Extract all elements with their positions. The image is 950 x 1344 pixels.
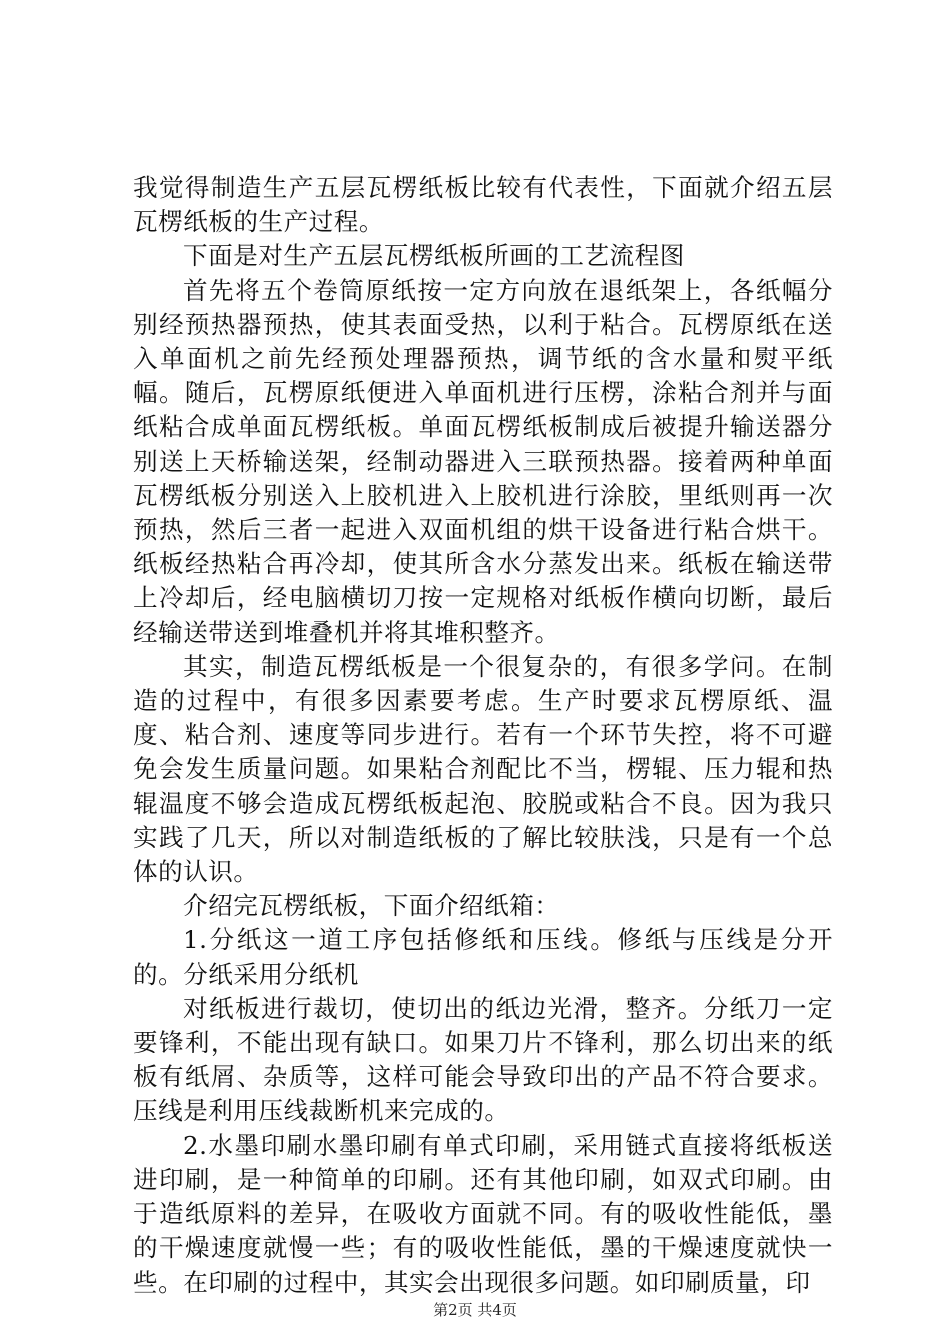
page-number-footer: 第2页 共4页 bbox=[433, 1301, 517, 1319]
paragraph-complexity: 其实，制造瓦楞纸板是一个很复杂的，有很多学问。在制造的过程中，有很多因素要考虑。生产时要求瓦楞原纸、温度、粘合剂、速度等同步进行。若有一个环节失控，将不可避免会发生质量问题。如果粘合剂配比不当，楞辊、压力辊和热辊温度不够会造成瓦楞纸板起泡、胶脱或粘合不良。因为我只实践了几天，所以对制造纸板的了解比较肤浅，只是有一个总体的认识。 bbox=[133, 651, 833, 887]
paragraph-intro: 我觉得制造生产五层瓦楞纸板比较有代表性，下面就介绍五层瓦楞纸板的生产过程。 bbox=[133, 173, 833, 237]
paragraph-step-2: 2.水墨印刷水墨印刷有单式印刷，采用链式直接将纸板送进印刷，是一种简单的印刷。还有其他印刷，如双式印刷。由于造纸原料的差异，在吸收方面就不同。有的吸收性能低，墨的干燥速度就慢一些；有的吸收性能低，墨的干燥速度就快一些。在印刷的过程中，其实会出现很多问题。如印刷质量，印 bbox=[133, 1130, 833, 1297]
body-text bbox=[133, 171, 833, 1300]
paragraph-cutting: 对纸板进行裁切，使切出的纸边光滑，整齐。分纸刀一定要锋利，不能出现有缺口。如果刀片不锋利，那么切出来的纸板有纸屑、杂质等，这样可能会导致印出的产品不符合要求。压线是利用压线裁断机来完成的。 bbox=[133, 993, 833, 1126]
paragraph-carton-intro: 介绍完瓦楞纸板，下面介绍纸箱： bbox=[183, 891, 560, 921]
paragraph-flowchart-note: 下面是对生产五层瓦楞纸板所画的工艺流程图 bbox=[183, 241, 685, 271]
paragraph-step-1: 1.分纸这一道工序包括修纸和压线。修纸与压线是分开的。分纸采用分纸机 bbox=[133, 925, 833, 989]
paragraph-process: 首先将五个卷筒原纸按一定方向放在退纸架上，各纸幅分别经预热器预热，使其表面受热，以利于粘合。瓦楞原纸在送入单面机之前先经预处理器预热，调节纸的含水量和熨平纸幅。随后，瓦楞原纸便进入单面机进行压楞，涂粘合剂并与面纸粘合成单面瓦楞纸板。单面瓦楞纸板制成后被提升输送器分别送上天桥输送架，经制动器进入三联预热器。接着两种单面瓦楞纸板分别送入上胶机进入上胶机进行涂胶，里纸则再一次预热，然后三者一起进入双面机组的烘干设备进行粘合烘干。纸板经热粘合再冷却，使其所含水分蒸发出来。纸板在输送带上冷却后，经电脑横切刀按一定规格对纸板作横向切断，最后经输送带送到堆叠机并将其堆积整齐。 bbox=[133, 275, 833, 647]
